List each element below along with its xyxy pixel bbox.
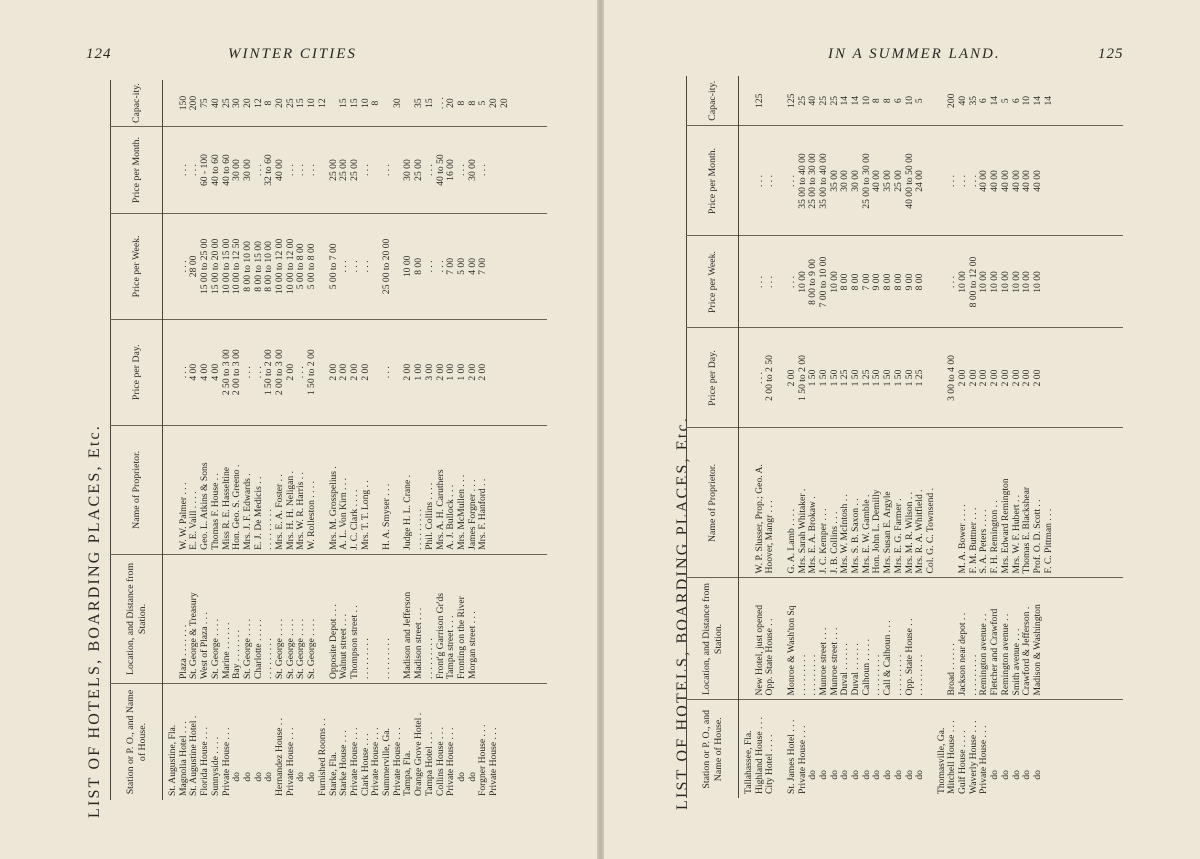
col-header-proprietor: Name of Proprietor.: [111, 425, 163, 554]
book-gutter: [597, 0, 604, 859]
price-week-column: . . . 28 00 15 00 to 25 00 15 00 to 20 00 10 00 to 15 00 10 00 to 12 50 8 00 to 10 00 8 00 to 15 00 8 00 to 10 00 10 00 to 12 00 10 00 to 12 00 5 00 to 8 00 5 00 to 8 00 5 00 to 7 00 . . . . . . . . . 25 00 to 20 00 10 00 8 00 . . . . . . 7 00 5 00 4 00 7 00: [163, 213, 547, 319]
col-header-price-day: Price per Day.: [687, 328, 739, 428]
hotel-table: [686, 76, 1123, 798]
col-header-location: Location, and Distance from Station.: [111, 554, 163, 683]
page-number: 125: [1098, 46, 1124, 62]
col-header-station: Station or P. O., and Name of House.: [111, 684, 163, 800]
col-header-price-week: Price per Week.: [687, 236, 739, 328]
capacity-column: 150 200 75 40 25 30 20 12 8 20 25 15 10 12 15 15 10 8 30 35 15 . . . 20 8 8 5 20 20: [177, 95, 510, 111]
price-day-column: . . . 2 00 to 2 50 2 00 1 50 to 2 00 1 50 1 50 1 50 1 25 1 50 1 25 1 50 1 50 1 50 1 50 1 25 3 00 to 4 00 2 00 2 00 2 00 2 00 2 00 2 00 2 00 2 00: [739, 328, 1123, 428]
col-header-price-month: Price per Month.: [111, 127, 163, 214]
col-header-price-month: Price per Month.: [687, 126, 739, 236]
running-head: WINTER CITIES: [228, 46, 357, 62]
price-month-column: . . . . . . . . . 35 00 to 40 00 25 00 to 30 00 35 00 to 40 00 35 00 30 00 30 00 25 00 to 30 00 40 00 35 00 25 00 40 00 to 50 00 24 00 . . . . . . . . . 40 00 40 00 40 00 40 00 40 00 40 00: [739, 126, 1123, 236]
col-header-location: Location, and Distance from Station.: [687, 578, 739, 700]
proprietor-column: W. W. Palmer . . . E. E. Vaill . . . . Geo. L. Atkins & Sons Thomas F. House . . Miss R. E. Hasseltine Hon. Geo. S. Greeno . Mrs. J. F. Edwards . E. J. De Medicis . . . . . . . . . . . Mrs. E. A. Foster . . Mrs. H. H. Neligan . Mrs. W. R. Harris . . W. Rolleston . . . . Mrs. M. Grosspelius . A. L. Von Kirn . . . J. C. Clark . . . . Mrs. T. T. Long . . H. A. Smyser . . . Judge H. L. Crane . . . . . . . . . . Phil. Collins . . . . Mrs. A. H. Caruthers A. J. Bullock . . . Mrs. McMullen . . . James Forgner . . . Mrs. F. Hanford . .: [163, 425, 547, 554]
price-day-column: . . . 4 00 4 00 4 00 2 50 to 3 00 2 00 to 3 00 . . . . . . 1 50 to 2 00 2 00 to 3 00 2 00 . . . 1 50 to 2 00 2 00 2 00 2 00 2 00 . . . 2 00 1 00 3 00 2 00 1 00 1 00 2 00 2 00: [163, 319, 547, 425]
col-header-proprietor: Name of Proprietor.: [687, 428, 739, 578]
col-header-capacity: Capac-ity.: [687, 76, 739, 126]
price-month-column: . . . . . . 60 - 100 40 to 60 40 to 60 30 00 30 00 . . . 32 to 60 40 00 . . . . . . . . . 25 00 25 00 25 00 . . . . . . 30 00 25 00 . . . 40 to 50 16 00 . . . 30 00 . . .: [163, 127, 547, 214]
capacity-column: 125 125 25 40 25 25 14 14 10 8 8 6 10 5 200 40 35 6 14 5 6 10 14 14: [753, 93, 1054, 108]
side-title: LIST OF HOTELS, BOARDING PLACES, Etc.: [86, 423, 103, 818]
col-header-price-day: Price per Day.: [111, 319, 163, 425]
proprietor-column: W. P. Slusser, Prop.; Geo. A. Hoover, Mangr . . . G. A. Lamb . . . . Mrs. Sarah Whitaker . Mrs. E. A. Brokaw . J. C. Kemper . . . J. B. Collins . . . Mrs. W. McIntosh . . Mrs. S. B. Saxon . . Mrs. E. W. Gamble . Hon. John L. Demilly Mrs. Susan E. Argyle Mrs. E. G. Farmer . Mrs. M. R. Wilson . . Mrs. R. A. Whitfield . Col. G. C. Townsend . M. A. Bower . . . . F. M. Buttner . . . S. A. Peters . . . . F. H. Remington . . Mrs. Edward Remington Mrs. W. F. Hubert . . Thomas E. Blackshear Prof. O. D. Scott . . F. C. Pittman . . .: [739, 428, 1123, 578]
location-column: Plaza . . . . . . . St. George & Treasury West of Plaza . . . St. George . . . . Marine . . . . . . Bay . . . . . . . St. George . . . . Charlotte . . . . . . . . . . . . . . St. George . . . . St. George . . . . St. George . . . . St. George . . . . Opposite Depot . . . Walnut street . . . Thompson street . . . . . . . . . . . . . . . . . . . . Madison and Jefferson Madison street . . . . . . . . . . . . Front'g Garrison Gr'ds Tampa street . . . Fronting on the River Morgan street . . .: [163, 554, 547, 683]
price-week-column: . . . . . . . . . 10 00 8 00 to 9 00 7 00 to 10 00 10 00 8 00 8 00 7 00 9 00 8 00 8 00 9 00 8 00 . . . 10 00 8 00 to 12 00 10 00 10 00 10 00 10 00 10 00 10 00: [739, 236, 1123, 328]
hotel-table: [110, 80, 547, 800]
location-column: New Hotel, just opened Opp. State House . . Monroe & Wash'ton Sq . . . . . . . . . . . . . . . . . . Munroe street . . . Munroe street . . . Duval . . . . . . Duval . . . . . . Calhoun . . . . . . . . . . . . . . Call & Calhoun . . . . . . . . . . . . Opp. State House . . . . . . . . . . . Broad . . . . . . Jackson near depot . . . . . . . . . . . Remington avenue . . Fletcher and Crawford Remington avenue . . Smith avenue . . . Crawford & Jefferson . Madison & Washington: [739, 578, 1123, 700]
station-column: Tallahassee, Fla. Highland House . . . City Hotel . . . . St. James Hotel . . . Private House . . . do do do do do do do do do do do Thomasville, Ga. Mitchell House . . . Gulf House . . . . Waverly House . . . Private House . . . do do do do do: [739, 700, 1123, 798]
col-header-price-week: Price per Week.: [111, 213, 163, 319]
hotel-table-rotated: [110, 80, 550, 800]
left-page: [0, 0, 597, 859]
right-page: [604, 0, 1200, 859]
running-head: IN A SUMMER LAND.: [828, 46, 1001, 62]
hotel-table-rotated: [686, 76, 1126, 798]
col-header-capacity: Capac-ity.: [111, 80, 163, 127]
col-header-station: Station or P. O., and Name of House.: [687, 700, 739, 798]
page-number: 124: [86, 46, 112, 62]
side-title: LIST OF HOTELS, BOARDING PLACES, Etc.: [674, 415, 691, 810]
station-column: St. Augustine, Fla. Magnolia Hotel . . . St. Augustine Hotel . Florida House . . . Sunnyside . . . . Private House . . . do do do do Hernandez House . . Private House . . . do do Furnished Rooms . . Starke, Fla. Starke House . . . Private House . . . Clark House . . . Private House . . . Summerville, Ga. Private House . . . Tampa, Fla. Orange Grove Hotel . Tampa Hotel . . . Collins House . . . Private House . . . do do Forgner House . . . Private House . . .: [163, 684, 547, 800]
